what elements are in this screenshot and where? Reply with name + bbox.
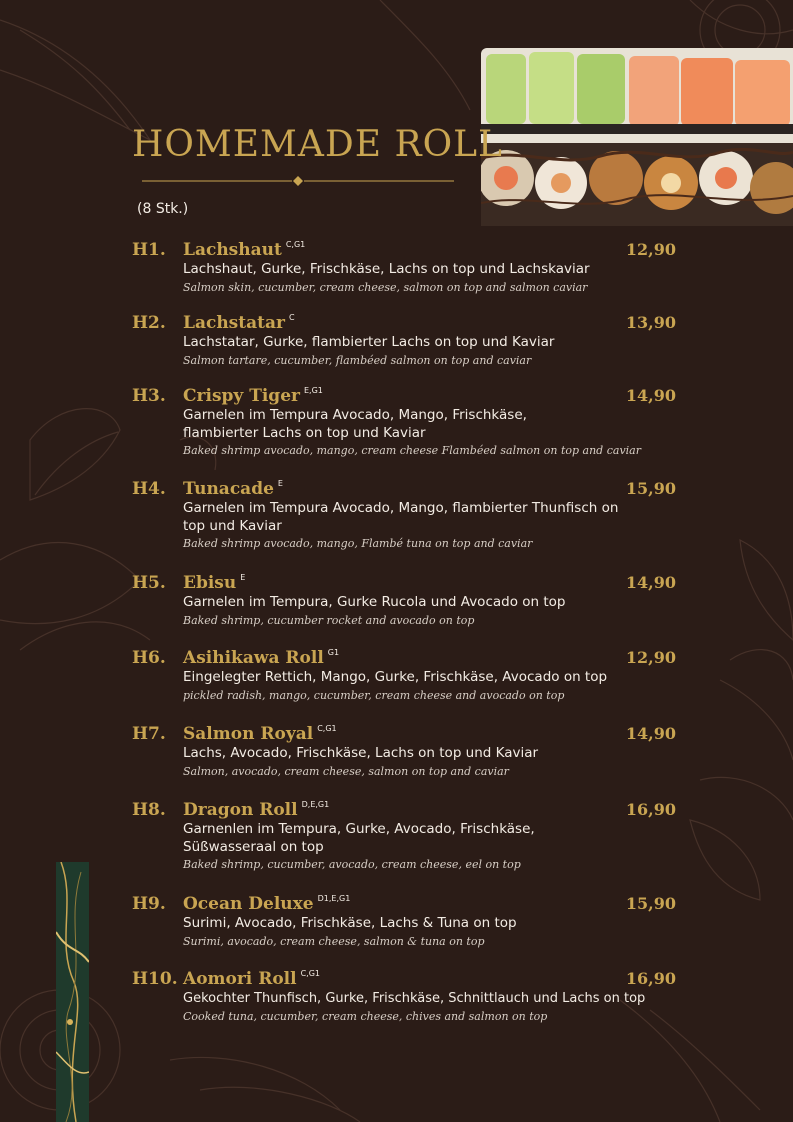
item-code: H2. [132,313,166,333]
item-price: 15,90 [625,894,676,913]
item-code: H6. [132,648,166,668]
allergen-codes: C [288,313,295,322]
sushi-roll-image-icon [481,48,793,226]
item-price: 16,90 [625,800,676,819]
item-name: Dragon Roll $^{D,E,G1}$ [183,800,330,820]
quantity-note: (8 Stk.) [137,201,189,217]
item-name: Crispy Tiger $^{E,G1}$ [183,386,323,406]
item-code: H4. [132,479,166,499]
item-price: 14,90 [625,386,676,405]
item-code: H7. [132,724,166,744]
item-price: 16,90 [625,969,676,988]
item-description-en: Baked shrimp, cucumber, avocado, cream cheese, eel on top [183,858,521,871]
item-description-de: Lachs, Avocado, Frischkäse, Lachs on top und Kaviar [183,745,539,761]
item-description-en: Salmon skin, cucumber, cream cheese, salmon on top and salmon caviar [183,281,588,294]
sushi-photo [481,48,793,226]
allergen-codes: C,G1 [317,724,337,733]
page-title: HOMEMADE ROLL [132,124,503,165]
allergen-codes: D,E,G1 [301,800,330,809]
item-description-de: Garnenlen im Tempura, Gurke, Avocado, Frischkäse, Süßwasseraal on top [183,821,535,855]
item-price: 14,90 [625,573,676,592]
item-description-en: pickled radish, mango, cucumber, cream cheese and avocado on top [183,689,565,702]
marble-strip-icon [56,862,89,1122]
item-name: Ebisu $^E$ [183,573,246,593]
item-description-de: Lachstatar, Gurke, flambierter Lachs on top und Kaviar [183,334,555,350]
item-description-de: Eingelegter Rettich, Mango, Gurke, Frischkäse, Avocado on top [183,669,608,685]
item-description-de: Gekochter Thunfisch, Gurke, Frischkäse, Schnittlauch und Lachs on top [183,991,646,1006]
item-description-en: Surimi, avocado, cream cheese, salmon & tuna on top [183,935,485,948]
item-description-de: Lachshaut, Gurke, Frischkäse, Lachs on top und Lachskaviar [183,261,590,277]
allergen-codes: C,G1 [300,969,320,978]
item-code: H9. [132,894,166,914]
item-name: Salmon Royal $^{C,G1}$ [183,724,337,744]
item-code: H10. [132,969,178,989]
item-name: Aomori Roll $^{C,G1}$ [183,969,320,989]
item-name: Lachstatar $^C$ [183,313,295,333]
item-code: H5. [132,573,166,593]
item-price: 13,90 [625,313,676,332]
item-name: Tunacade $^E$ [183,479,283,499]
item-description-en: Baked shrimp avocado, mango, cream cheese Flambéed salmon on top and caviar [183,444,641,457]
allergen-codes: E [240,573,246,582]
item-name: Ocean Deluxe $^{D1,E,G1}$ [183,894,351,914]
item-description-en: Baked shrimp, cucumber rocket and avocado on top [183,614,475,627]
item-description-en: Salmon, avocado, cream cheese, salmon on top and caviar [183,765,509,778]
allergen-codes: E [277,479,283,488]
divider-ornament-icon [142,173,454,189]
item-code: H8. [132,800,166,820]
item-price: 14,90 [625,724,676,743]
allergen-codes: C,G1 [285,240,306,249]
item-price: 12,90 [625,648,676,667]
item-code: H1. [132,240,166,260]
item-name: Asihikawa Roll $^{G1}$ [183,648,340,668]
item-description-en: Baked shrimp avocado, mango, Flambé tuna on top and caviar [183,537,533,550]
item-price: 12,90 [625,240,676,259]
item-description-de: Garnelen im Tempura, Gurke Rucola und Avocado on top [183,594,566,610]
item-code: H3. [132,386,166,406]
item-description-de: Surimi, Avocado, Frischkäse, Lachs & Tuna on top [183,915,517,931]
item-description-de: Garnelen im Tempura Avocado, Mango, Frischkäse, flambierter Lachs on top und Kaviar [183,407,527,441]
allergen-codes: E,G1 [303,386,323,395]
item-name: Lachshaut $^{C,G1}$ [183,240,306,260]
allergen-codes: D1,E,G1 [317,894,351,903]
item-description-en: Salmon tartare, cucumber, flambéed salmon on top and caviar [183,354,532,367]
item-price: 15,90 [625,479,676,498]
item-description-de: Garnelen im Tempura Avocado, Mango, flambierter Thunfisch on top und Kaviar [183,500,619,534]
item-description-en: Cooked tuna, cucumber, cream cheese, chives and salmon on top [183,1010,548,1023]
allergen-codes: G1 [327,648,340,657]
